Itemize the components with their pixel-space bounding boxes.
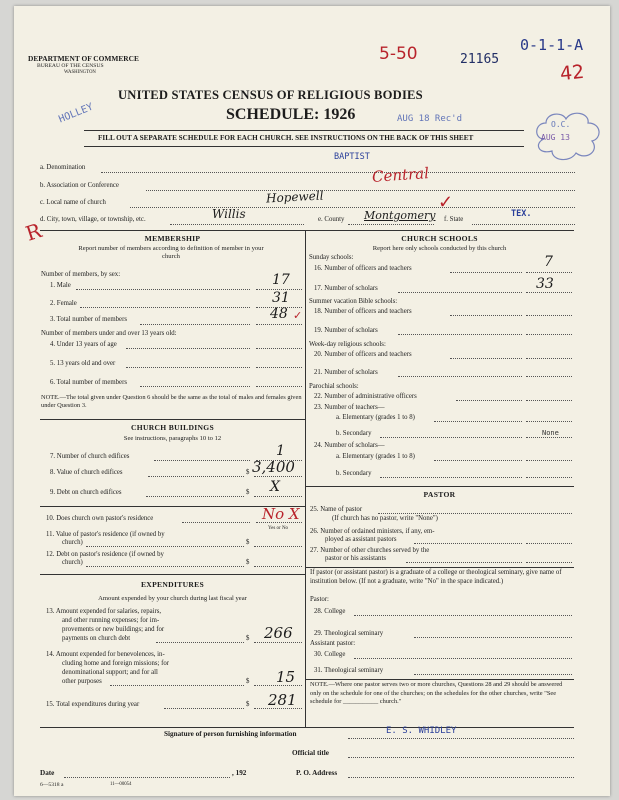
edifices-debt-entry-line xyxy=(254,496,302,497)
church-name-label: c. Local name of church xyxy=(40,199,106,206)
edifices-value-entry-line xyxy=(254,476,302,477)
buildings-subheading: See instructions, paragraphs 10 to 12 xyxy=(123,435,222,442)
received-date-stamp: AUG 18 Rec'd xyxy=(397,114,463,124)
weekday-scholars-entry-line xyxy=(526,376,572,377)
total-members-value: 48 xyxy=(270,306,288,322)
residence-debt-entry-line xyxy=(254,566,302,567)
total-members-label: 3. Total number of members xyxy=(50,316,127,323)
ordained-ministers-leader xyxy=(414,543,522,544)
benevolences-label-3: denominational support; and for all xyxy=(62,669,158,676)
edifices-value-dollar: $ xyxy=(246,469,250,476)
table-top-rule xyxy=(40,230,574,231)
residence-value-label-2: church) xyxy=(62,539,83,546)
cloud-stamp-letters: O.C. xyxy=(551,120,571,129)
edifices-debt-dollar: $ xyxy=(246,489,250,496)
scholars-secondary-leader xyxy=(380,477,522,478)
edifices-value-label: 8. Value of church edifices xyxy=(50,469,123,476)
sunday-scholars-leader xyxy=(398,292,522,293)
benevolences-label-1: 14. Amount expended for benevolences, in- xyxy=(46,651,165,658)
benevolences-label-4: other purposes xyxy=(62,678,102,685)
red-number-right: 42 xyxy=(558,60,586,86)
assistant-education-label: Assistant pastor: xyxy=(310,640,356,647)
pastor-name-label: 25. Name of pastor xyxy=(310,506,363,513)
header-divider-top xyxy=(84,130,524,131)
po-address-label: P. O. Address xyxy=(296,769,338,777)
pastor-college-line xyxy=(354,615,572,616)
state-line xyxy=(472,224,575,225)
county-checkmark-icon: ✓ xyxy=(438,192,454,212)
running-expenses-label-1: 13. Amount expended for salaries, repairs, xyxy=(46,608,162,615)
ordained-ministers-label: 26. Number of ordained ministers, if any, em- xyxy=(310,528,435,535)
male-leader xyxy=(76,289,250,290)
running-expenses-label-3: provements or new buildings; and for xyxy=(62,626,165,633)
church-name-value: Hopewell xyxy=(265,188,324,206)
teachers-secondary-none: None xyxy=(542,429,559,437)
expenditures-top-rule xyxy=(40,574,305,575)
parochial-schools-label: Parochial schools: xyxy=(309,383,359,390)
edifices-debt-label: 9. Debt on church edifices xyxy=(50,489,122,496)
po-address-line xyxy=(348,777,574,778)
teachers-elementary-label: a. Elementary (grades 1 to 8) xyxy=(336,414,415,421)
church-name-line xyxy=(130,207,575,208)
edifices-debt-value: X xyxy=(270,479,280,495)
summer-schools-label: Summer vacation Bible schools: xyxy=(309,298,398,305)
running-expenses-dollar: $ xyxy=(246,635,250,642)
bureau-name: BUREAU OF THE CENSUS xyxy=(37,63,104,69)
residence-value-leader xyxy=(86,546,244,547)
official-title-label: Official title xyxy=(292,749,329,757)
city-label: d. City, town, village, or township, etc. xyxy=(40,216,146,223)
summer-scholars-leader xyxy=(398,334,522,335)
edifices-count-label: 7. Number of church edifices xyxy=(50,453,130,460)
total-expenditures-leader xyxy=(164,708,244,709)
over-13-leader xyxy=(126,367,250,368)
summer-officers-label: 18. Number of officers and teachers xyxy=(314,308,412,315)
weekday-schools-label: Week-day religious schools: xyxy=(309,341,386,348)
benevolences-dollar: $ xyxy=(246,678,250,685)
running-expenses-label-4: payments on church debt xyxy=(62,635,131,642)
assistant-seminary-label: 31. Theological seminary xyxy=(314,667,384,674)
members-by-sex-label: Number of members, by sex: xyxy=(41,271,121,278)
table-center-rule xyxy=(305,230,306,727)
running-expenses-leader xyxy=(156,642,244,643)
residence-debt-leader xyxy=(86,566,244,567)
admin-officers-leader xyxy=(456,400,522,401)
expenditures-heading: EXPENDITURES xyxy=(140,580,205,589)
running-expenses-value: 266 xyxy=(264,624,293,642)
ordained-ministers-label-2: ployed as assistant pastors xyxy=(325,536,397,543)
age-intro-label: Number of members under and over 13 years old: xyxy=(41,330,177,337)
summer-scholars-entry-line xyxy=(526,334,572,335)
schools-heading: CHURCH SCHOOLS xyxy=(401,234,478,243)
association-value: Central xyxy=(371,164,430,186)
sunday-officers-value: 7 xyxy=(544,254,553,270)
other-churches-label-2: pastor or his assistants xyxy=(325,555,386,562)
pastor-note-top-rule xyxy=(305,679,574,680)
city-value: Willis xyxy=(212,207,246,221)
red-r-mark: R xyxy=(22,218,45,246)
under-13-leader xyxy=(126,348,250,349)
association-label: b. Association or Conference xyxy=(40,182,119,189)
pastor-name-note: (If church has no pastor, write "None") xyxy=(332,515,438,522)
total-members-entry-line xyxy=(256,324,302,325)
total-by-age-leader xyxy=(140,386,250,387)
total-expenditures-dollar: $ xyxy=(246,701,250,708)
edifices-value-value: 3,400 xyxy=(252,458,295,476)
summer-scholars-label: 19. Number of scholars xyxy=(314,327,378,334)
female-value: 31 xyxy=(272,290,290,306)
scholars-secondary-label: b. Secondary xyxy=(336,470,372,477)
other-churches-label: 27. Number of other churches served by the xyxy=(310,547,430,554)
pastor-top-rule xyxy=(305,486,574,487)
total-members-checkmark-icon: ✓ xyxy=(293,310,303,322)
instruction-line: FILL OUT A SEPARATE SCHEDULE FOR EACH CHURCH. SEE INSTRUCTIONS ON THE BACK OF THIS SHEET xyxy=(98,134,474,142)
scholars-elementary-leader xyxy=(434,460,522,461)
yes-no-caption: Yes or No xyxy=(268,526,289,531)
male-value: 17 xyxy=(272,272,290,288)
female-label: 2. Female xyxy=(50,300,77,307)
residence-debt-dollar: $ xyxy=(246,559,250,566)
over-13-entry-line xyxy=(256,367,302,368)
assistant-college-line xyxy=(354,658,572,659)
weekday-scholars-leader xyxy=(398,376,522,377)
graduate-note: If pastor (or assistant pastor) is a graduate of a college or theological seminary, give name of institution below. (If not a graduate, write "No" in the space indicated.) xyxy=(310,569,562,585)
form-number: 6—5318 a xyxy=(40,782,64,788)
sunday-scholars-label: 17. Number of scholars xyxy=(314,285,378,292)
date-line xyxy=(64,777,230,778)
header-divider-bottom xyxy=(84,146,524,147)
signature-value: E. S. WHIDLEY xyxy=(386,726,457,736)
under-13-label: 4. Under 13 years of age xyxy=(50,341,117,348)
residence-value-label: 11. Value of pastor's residence (if owned by xyxy=(46,531,165,538)
total-members-leader xyxy=(140,324,250,325)
male-label: 1. Male xyxy=(50,282,71,289)
ordained-ministers-entry-line xyxy=(526,543,572,544)
teachers-secondary-entry-line xyxy=(526,437,572,438)
expenditures-subheading: Amount expended by your church during last fiscal year xyxy=(98,595,247,602)
table-bottom-rule xyxy=(40,727,574,728)
under-13-entry-line xyxy=(256,348,302,349)
city-line xyxy=(170,224,304,225)
scholars-elementary-entry-line xyxy=(526,460,572,461)
pastor-college-label: 28. College xyxy=(314,608,346,615)
female-leader xyxy=(80,307,250,308)
print-code: 11—00054 xyxy=(110,782,132,787)
benevolences-label-2: cluding home and foreign missions; for xyxy=(62,660,170,667)
city-name: WASHINGTON xyxy=(64,70,96,75)
total-by-age-entry-line xyxy=(256,386,302,387)
edifices-count-value: 1 xyxy=(276,443,285,459)
residence-debt-label-2: church) xyxy=(62,559,83,566)
residence-debt-label: 12. Debt on pastor's residence (if owned by xyxy=(46,551,164,558)
county-line xyxy=(348,224,434,225)
cloud-stamp-date: AUG 13 xyxy=(541,133,570,142)
teachers-elementary-leader xyxy=(434,421,522,422)
signature-label: Signature of person furnishing information xyxy=(164,730,297,738)
pastor-education-label: Pastor: xyxy=(310,596,329,603)
admin-officers-entry-line xyxy=(526,400,572,401)
denomination-line xyxy=(101,172,575,173)
schools-subheading: Report here only schools conducted by this church xyxy=(372,245,507,252)
scholars-secondary-entry-line xyxy=(526,477,572,478)
pastor-seminary-label: 29. Theological seminary xyxy=(314,630,384,637)
running-expenses-entry-line xyxy=(254,642,302,643)
admin-officers-label: 22. Number of administrative officers xyxy=(314,393,417,400)
denomination-value: BAPTIST xyxy=(334,152,370,162)
owns-residence-label: 10. Does church own pastor's residence xyxy=(46,515,154,522)
schedule-year: SCHEDULE: 1926 xyxy=(226,106,356,123)
summer-officers-entry-line xyxy=(526,315,572,316)
holley-stamp: HOLLEY xyxy=(57,101,95,126)
teachers-elementary-entry-line xyxy=(526,421,572,422)
other-churches-leader xyxy=(406,562,522,563)
owns-residence-leader xyxy=(182,522,250,523)
sunday-scholars-entry-line xyxy=(526,292,572,293)
scholars-label: 24. Number of scholars— xyxy=(314,442,385,449)
form-title: UNITED STATES CENSUS OF RELIGIOUS BODIES xyxy=(118,88,423,102)
summer-officers-leader xyxy=(450,315,522,316)
census-schedule-page xyxy=(14,6,610,796)
benevolences-leader xyxy=(110,685,244,686)
sunday-schools-label: Sunday schools: xyxy=(309,254,354,261)
sunday-scholars-value: 33 xyxy=(536,276,554,292)
graduate-note-top-rule xyxy=(305,567,574,568)
teachers-secondary-label: b. Secondary xyxy=(336,430,372,437)
denomination-label: a. Denomination xyxy=(40,164,86,171)
pastor-name-line xyxy=(378,513,572,514)
buildings-top-rule xyxy=(40,419,305,420)
edifices-debt-leader xyxy=(146,496,244,497)
association-line xyxy=(146,190,575,191)
weekday-scholars-label: 21. Number of scholars xyxy=(314,369,378,376)
state-label: f. State xyxy=(444,216,464,223)
benevolences-value: 15 xyxy=(276,668,296,686)
assistant-college-label: 30. College xyxy=(314,651,346,658)
pastor-note: NOTE.—Where one pastor serves two or more churches, Questions 28 and 29 should be answered only on the schedule for one of the churches; on the schedules for the other churches, write "See schedule for ___________ church." xyxy=(310,681,563,705)
official-title-line xyxy=(348,757,574,758)
schedule-id-number: 21165 xyxy=(460,52,500,67)
total-expenditures-value: 281 xyxy=(268,691,297,709)
classification-code: 0-1-1-A xyxy=(520,36,584,54)
red-number-top: 5-50 xyxy=(379,44,418,64)
pastor-heading: PASTOR xyxy=(423,490,456,499)
total-expenditures-label: 15. Total expenditures during year xyxy=(46,701,140,708)
buildings-heading: CHURCH BUILDINGS xyxy=(130,423,215,432)
edifices-value-leader xyxy=(148,476,244,477)
date-label: Date xyxy=(40,769,55,777)
signature-line xyxy=(348,738,574,739)
department-name: DEPARTMENT OF COMMERCE xyxy=(28,54,139,63)
weekday-officers-entry-line xyxy=(526,358,572,359)
running-expenses-label-2: and other running expenses; for im- xyxy=(62,617,160,624)
membership-subheading: Report number of members according to definition of member in your church xyxy=(78,245,264,260)
other-churches-entry-line xyxy=(526,562,572,563)
weekday-officers-leader xyxy=(450,358,522,359)
owns-residence-value: No X xyxy=(262,505,300,523)
pastor-seminary-line xyxy=(414,637,572,638)
membership-heading: MEMBERSHIP xyxy=(144,234,201,243)
over-13-label: 5. 13 years old and over xyxy=(50,360,116,367)
date-year: , 192 xyxy=(232,769,247,777)
assistant-seminary-line xyxy=(414,674,572,675)
residence-value-dollar: $ xyxy=(246,539,250,546)
total-by-age-label: 6. Total number of members xyxy=(50,379,127,386)
weekday-officers-label: 20. Number of officers and teachers xyxy=(314,351,412,358)
teachers-secondary-leader xyxy=(380,437,522,438)
sunday-officers-entry-line xyxy=(526,272,572,273)
county-value: Montgomery xyxy=(364,209,436,222)
teachers-label: 23. Number of teachers— xyxy=(314,404,385,411)
county-label: e. County xyxy=(318,216,345,223)
scholars-elementary-label: a. Elementary (grades 1 to 8) xyxy=(336,453,415,460)
state-value: TEX. xyxy=(511,209,532,219)
sunday-officers-label: 16. Number of officers and teachers xyxy=(314,265,412,272)
edifices-count-leader xyxy=(154,460,250,461)
residence-value-entry-line xyxy=(254,546,302,547)
sunday-officers-leader xyxy=(450,272,522,273)
membership-note: NOTE.—The total given under Question 6 should be the same as the total of males and females given under Question 3. xyxy=(41,394,302,409)
